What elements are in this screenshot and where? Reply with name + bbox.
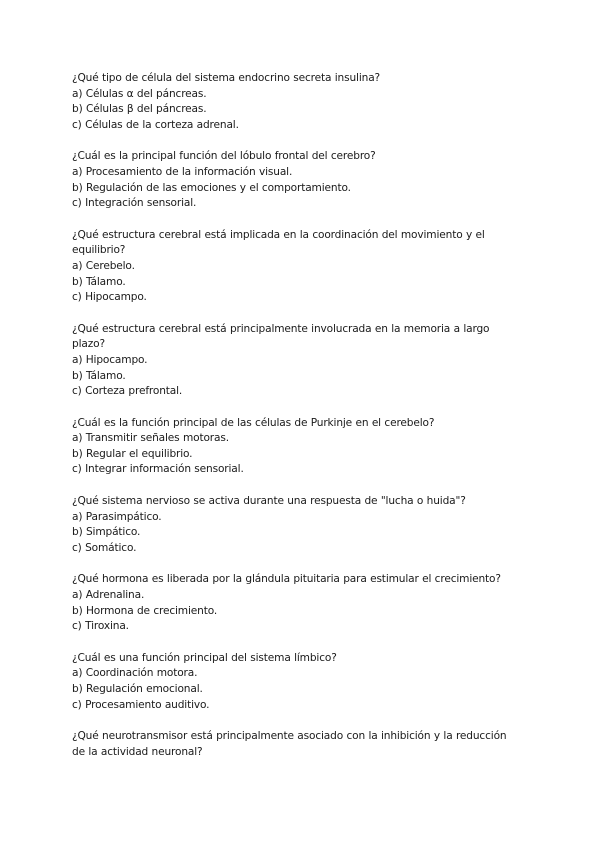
option-b: b) Regular el equilibrio. — [72, 447, 193, 460]
option-c: c) Somático. — [72, 541, 137, 554]
option-b: b) Regulación de las emociones y el comportamiento. — [72, 181, 351, 194]
option-c: c) Procesamiento auditivo. — [72, 698, 210, 711]
option-c: c) Tiroxina. — [72, 620, 129, 633]
option-a: a) Coordinación motora. — [72, 667, 198, 680]
option-c: c) Integración sensorial. — [72, 197, 197, 210]
question-text: ¿Qué tipo de célula del sistema endocrino secreta insulina? — [72, 72, 381, 84]
question-4 — [72, 322, 522, 400]
option-list — [72, 259, 522, 306]
question-6 — [72, 494, 522, 556]
option-list — [72, 353, 522, 400]
option-list — [72, 431, 522, 478]
option-a: a) Hipocampo. — [72, 353, 148, 366]
option-list — [72, 510, 522, 557]
option-c: c) Hipocampo. — [72, 291, 147, 304]
option-c: c) Células de la corteza adrenal. — [72, 118, 239, 131]
option-b: b) Tálamo. — [72, 275, 126, 288]
question-5 — [72, 416, 522, 478]
option-list — [72, 666, 522, 713]
option-c: c) Corteza prefrontal. — [72, 385, 183, 398]
question-9 — [72, 729, 522, 760]
option-list — [72, 588, 522, 635]
option-b: b) Tálamo. — [72, 369, 126, 382]
question-1 — [72, 71, 522, 133]
quiz-page — [72, 71, 522, 776]
option-c: c) Integrar información sensorial. — [72, 463, 244, 476]
option-b: b) Simpático. — [72, 526, 141, 539]
question-text: ¿Cuál es una función principal del sistema límbico? — [72, 651, 337, 664]
option-list — [72, 165, 522, 212]
option-b: b) Regulación emocional. — [72, 683, 203, 695]
question-2 — [72, 149, 522, 211]
option-a: a) Procesamiento de la información visual. — [72, 165, 293, 178]
option-b: b) Hormona de crecimiento. — [72, 604, 218, 617]
option-a: a) Células α del páncreas. — [72, 87, 207, 100]
option-list — [72, 87, 522, 134]
option-a: a) Transmitir señales motoras. — [72, 432, 229, 445]
question-text: ¿Qué estructura cerebral está implicada en la coordinación del movimiento y el equilibrio? — [72, 228, 485, 257]
question-text: ¿Qué hormona es liberada por la glándula pituitaria para estimular el crecimiento? — [72, 573, 501, 586]
question-text: ¿Qué sistema nervioso se activa durante una respuesta de "lucha o huida"? — [72, 495, 466, 508]
option-b: b) Células β del páncreas. — [72, 103, 207, 116]
option-a: a) Parasimpático. — [72, 510, 162, 523]
question-text: ¿Qué estructura cerebral está principalmente involucrada en la memoria a largo plazo? — [72, 322, 490, 351]
question-3 — [72, 228, 522, 306]
question-7 — [72, 572, 522, 634]
question-8 — [72, 651, 522, 713]
question-text: ¿Qué neurotransmisor está principalmente asociado con la inhibición y la reducción de la actividad neuronal? — [72, 730, 507, 758]
option-a: a) Adrenalina. — [72, 589, 145, 602]
option-a: a) Cerebelo. — [72, 259, 135, 272]
question-text: ¿Cuál es la principal función del lóbulo frontal del cerebro? — [72, 150, 376, 163]
question-text: ¿Cuál es la función principal de las células de Purkinje en el cerebelo? — [72, 416, 435, 429]
